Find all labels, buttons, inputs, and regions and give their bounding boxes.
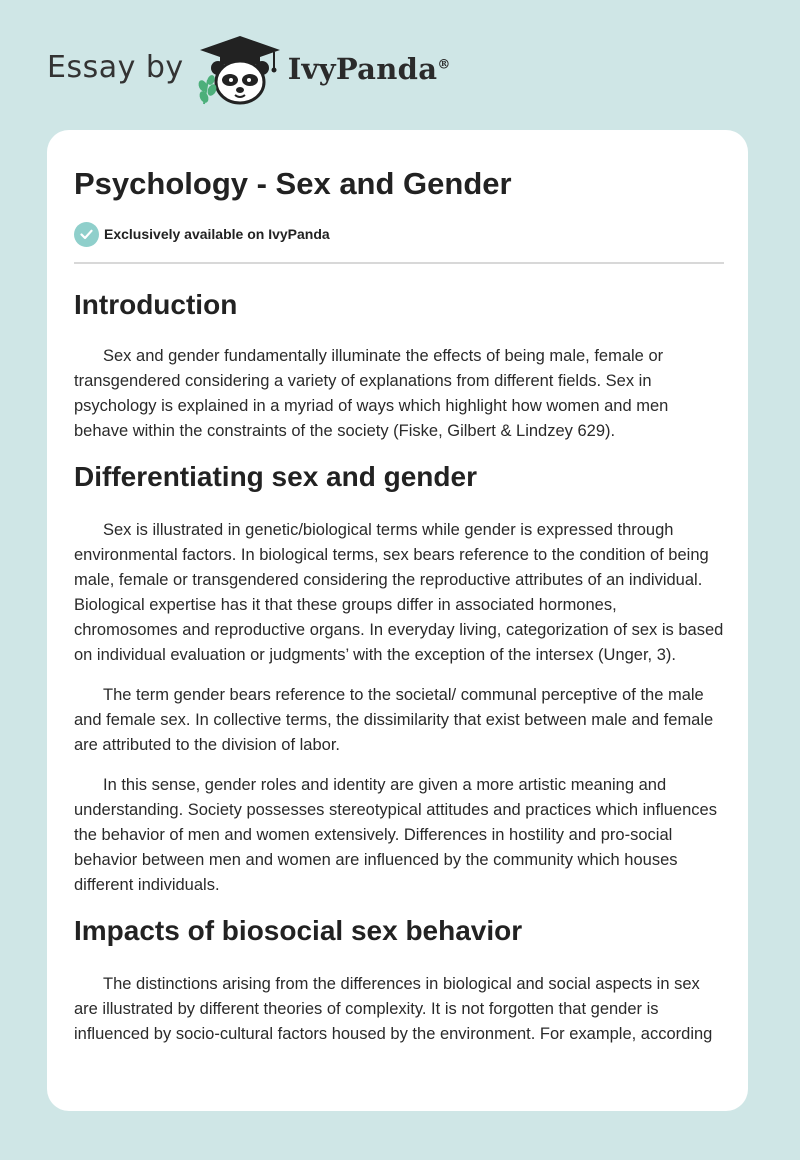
section-heading-introduction: Introduction [74,289,238,320]
registered-mark: ® [437,57,451,73]
section-heading-impacts: Impacts of biosocial sex behavior [74,915,523,946]
paragraph-differentiating-3: In this sense, gender roles and identity are given a more artistic meaning and understanding. Society possesses stereotypical attitudes and practices which influences the behavior of men and women extensively. Differences in hostility and pro-social behavior between men and women are influenced by the community which houses different individuals. [74,776,717,894]
essay-card [47,130,748,1111]
panda-graduate-icon[interactable] [194,34,286,108]
section-heading-differentiating: Differentiating sex and gender [74,461,477,492]
paragraph-impacts-1: The distinctions arising from the differences in biological and social aspects in sex are illustrated by different theories of complexity. It is not forgotten that gender is influenced by socio-cultural factors housed by the environment. For example, according [74,975,713,1043]
title-divider [74,262,724,264]
paragraph-differentiating-1: Sex is illustrated in genetic/biological terms while gender is expressed through environmental factors. In biological terms, sex bears reference to the condition of being male, female or transgendered considering the reproductive attributes of an individual. Biological expertise has it that these groups differ in associated hormones, chromosomes and reproductive organs. In everyday living, categorization of sex is based on individual evaluation or judgments’ with the exception of the intersex (Unger, 3). [74,521,724,664]
site-header [47,36,451,106]
exclusive-badge [74,220,724,248]
essay-title: Psychology - Sex and Gender [74,166,512,201]
brand-name-text: IvyPanda [287,52,438,86]
essay-content [74,164,724,1047]
essay-by-label: Essay by [47,49,184,85]
paragraph-introduction-1: Sex and gender fundamentally illuminate the effects of being male, female or transgendered considering a variety of explanations from different fields. Sex in psychology is explained in a myriad of ways which highlight how women and men behave within the constraints of the society (Fiske, Gilbert & Lindzey 629). [74,347,669,440]
exclusive-label: Exclusively available on IvyPanda [104,226,330,242]
paragraph-differentiating-2: The term gender bears reference to the societal/ communal perceptive of the male and female sex. In collective terms, the dissimilarity that exist between male and female are attributed to the division of labor. [74,686,714,754]
brand-name[interactable] [288,52,451,86]
check-circle-icon [74,222,99,247]
